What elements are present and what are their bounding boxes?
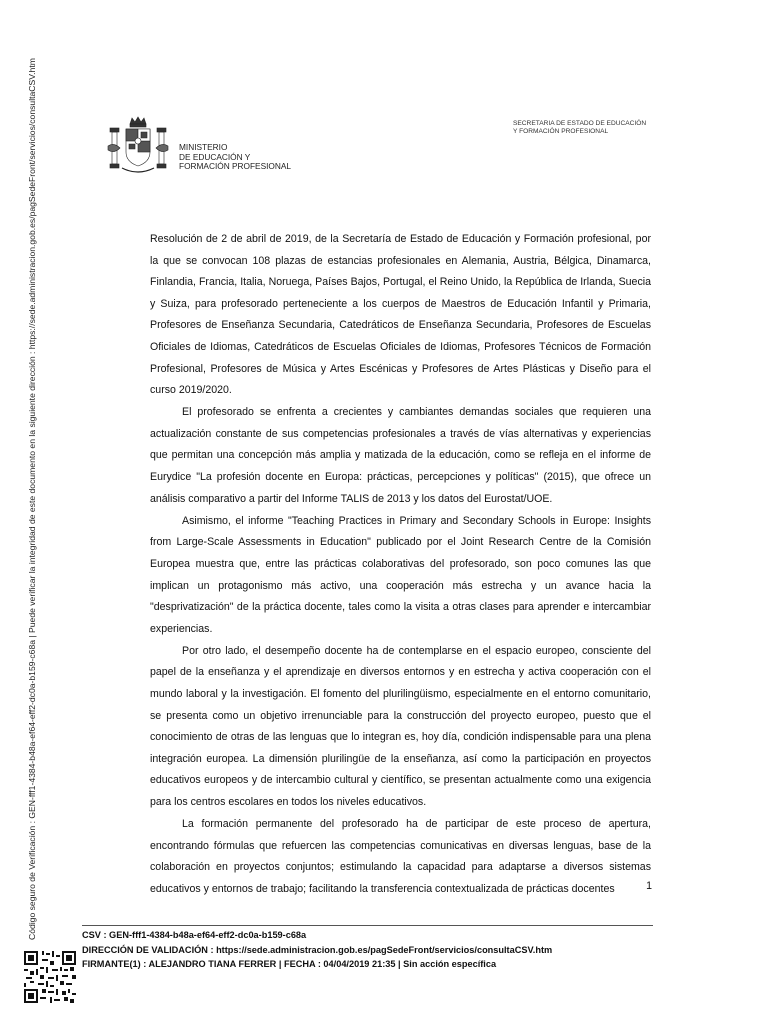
signer-info: FIRMANTE(1) : ALEJANDRO TIANA FERRER | FECHA : 04/04/2019 21:35 | Sin acción específica — [82, 959, 497, 970]
secretaria-name — [513, 120, 646, 136]
body-paragraph: Asimismo, el informe "Teaching Practices in Primary and Secondary Schools in Europe: Insights from Large-Scale Assessments in Education" publicado por el Joint Research Centre de la Comisión Europea muestra que, entre las prácticas colaborativas del profesorado, son poco comunes las que implican un protagonismo más activo, una cooperación más estrecha y un avance hacia la "desprivatización" de la práctica docente, tales como la visita a otras clases para aprender e intercambiar experiencias. — [150, 514, 651, 635]
csv-code: CSV : GEN-fff1-4384-b48a-ef64-eff2-dc0a-b159-c68a — [82, 930, 307, 940]
body-paragraph: La formación permanente del profesorado ha de participar de este proceso de apertura, encontrando fórmulas que refuercen las competencias comunicativas en diversas lenguas, base de la colaboración en proyectos conjuntos; estimulando la capacidad para adaptarse a diversos sistemas educativos y entornos de trabajo; facilitando la transferencia contextualizada de prácticas docentes — [150, 818, 651, 895]
footer-divider — [82, 925, 653, 926]
ministry-name — [179, 143, 291, 172]
ministry-line: FORMACIÓN PROFESIONAL — [179, 161, 292, 172]
ministry-line: DE EDUCACIÓN Y — [179, 151, 251, 162]
coat-of-arms-icon — [104, 116, 172, 178]
verification-side-note: Código seguro de Verificación : GEN-fff1-4384-b48a-ef64-eff2-dc0a-b159-c68a | Puede verificar la integridad de este documento en la siguiente dirección : https://sede.administracion.gob.es/pagSedeFront/servicios/consultaCSV.htm — [27, 58, 37, 940]
page-number: 1 — [646, 880, 652, 892]
resolution-title: Resolución de 2 de abril de 2019, de la Secretaría de Estado de Educación y Formación profesional, por la que se convocan 108 plazas de estancias profesionales en Alemania, Austria, Bélgica, Dinamarca, Finlandia, Francia, Italia, Noruega, Países Bajos, Portugal, el Reino Unido, la República de Irlanda, Suecia y Suiza, para profesorado perteneciente a los cuerpos de Maestros de Educación Infantil y Primaria, Profesores de Enseñanza Secundaria, Catedráticos de Enseñanza Secundaria, Profesores de Escuelas Oficiales de Idiomas, Catedráticos de Escuelas Oficiales de Idiomas, Profesores Técnicos de Formación Profesional, Profesores de Música y Artes Escénicas y Profesores de Artes Plásticas y Diseño para el curso 2019/2020. — [150, 233, 651, 397]
ministry-line: MINISTERIO — [179, 142, 228, 152]
secretaria-line: SECRETARIA DE ESTADO DE EDUCACIÓN — [513, 120, 647, 127]
qr-code-icon — [24, 951, 76, 1003]
body-paragraph: El profesorado se enfrenta a crecientes y cambiantes demandas sociales que requieren una actualización constante de sus competencias profesionales a través de vías alternativas y experiencias que permitan una concepción más amplia y matizada de la educación, como se refleja en el informe de Eurydice "La profesión docente en Europa: prácticas, percepciones y políticas" (2015), que ofrece un análisis comparativo a partir del Informe TALIS de 2013 y los datos del Eurostat/UOE. — [150, 406, 651, 505]
signature-footer — [82, 928, 552, 972]
body-paragraph: Por otro lado, el desempeño docente ha de contemplarse en el espacio europeo, consciente del papel de la enseñanza y el aprendizaje en diversos entornos y en estrecha y activa cooperación con el mundo laboral y la investigación. El fomento del plurilingüismo, especialmente en el entorno comunitario, se presenta como un objetivo irrenunciable para la construcción del proyecto europeo, puesto que el conocimiento de otras de las lenguas que lo integran es, hoy día, condición indispensable para una plena integración europea. La dimensión plurilingüe de la enseñanza, así como la participación en proyectos educativos europeos y de intercambio cultural y científico, se presentan actualmente como una exigencia para los centros escolares en todos los niveles educativos. — [150, 644, 651, 808]
document-body — [150, 229, 651, 901]
secretaria-line: Y FORMACIÓN PROFESIONAL — [513, 127, 609, 135]
validation-address: DIRECCIÓN DE VALIDACIÓN : https://sede.administracion.gob.es/pagSedeFront/servicios/consultaCSV.htm — [82, 944, 553, 955]
